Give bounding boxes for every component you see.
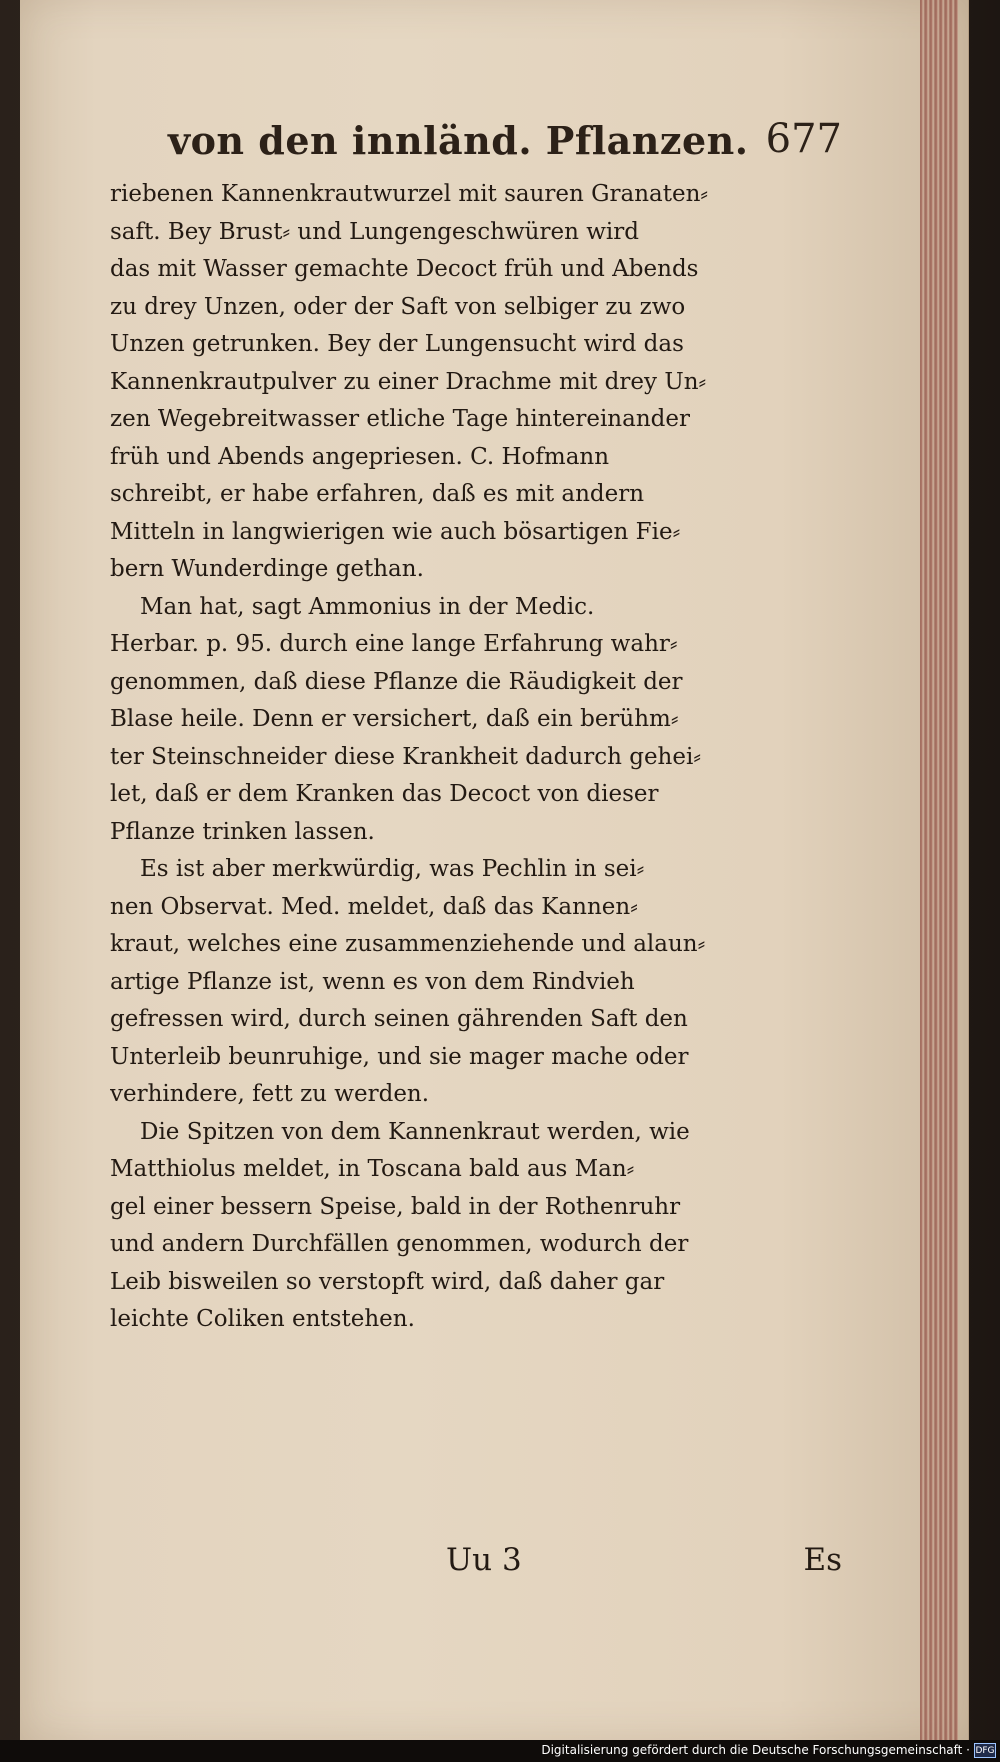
main-text <box>110 176 822 1556</box>
page-footer <box>20 1542 968 1590</box>
text-line: Kannenkrautpulver zu einer Drachme mit drey Un⸗ <box>110 368 707 395</box>
text-line: saft. Bey Brust⸗ und Lungengeschwüren wird <box>110 218 639 245</box>
text-line: Herbar. p. 95. durch eine lange Erfahrung wahr⸗ <box>110 631 678 657</box>
text-line: zen Wegebreitwasser etliche Tage hintereinander <box>110 406 690 432</box>
dfg-logo: DFG <box>974 1743 996 1758</box>
text-line: kraut, welches eine zusammenziehende und alaun⸗ <box>110 931 706 957</box>
text-line: das mit Wasser gemachte Decoct früh und Abends <box>110 256 699 282</box>
digitization-credit-bar <box>0 1740 1000 1762</box>
text-line: Unterleib beunruhige, und sie mager mache oder <box>110 1043 689 1070</box>
text-line: verhindere, fett zu werden. <box>110 1081 430 1107</box>
text-line: genommen, daß diese Pflanze die Räudigkeit der <box>110 668 683 695</box>
text-line: zu drey Unzen, oder der Saft von selbiger zu zwo <box>110 293 686 320</box>
text-line: Man hat, sagt Ammonius in der Medic. <box>140 593 595 620</box>
text-line: schreibt, er habe erfahren, daß es mit andern <box>110 481 645 507</box>
signature-mark: Uu 3 <box>446 1542 522 1578</box>
text-line: Blase heile. Denn er versichert, daß ein berühm⸗ <box>110 706 679 732</box>
book-page <box>20 0 969 1740</box>
text-line: Die Spitzen von dem Kannenkraut werden, wie <box>140 1118 690 1145</box>
text-line: gel einer bessern Speise, bald in der Rothenruhr <box>110 1193 681 1220</box>
text-line: gefressen wird, durch seinen gährenden Saft den <box>110 1006 688 1032</box>
text-line: Unzen getrunken. Bey der Lungensucht wird das <box>110 331 684 357</box>
text-line: Pflanze trinken lassen. <box>110 818 375 845</box>
text-line: let, daß er dem Kranken das Decoct von dieser <box>110 781 659 807</box>
page-fore-edge <box>920 0 958 1740</box>
text-line: nen Observat. Med. meldet, daß das Kannen⸗ <box>110 893 638 920</box>
text-line: Matthiolus meldet, in Toscana bald aus Man⸗ <box>110 1156 635 1182</box>
catchword: Es <box>803 1542 842 1578</box>
page-header <box>20 118 968 164</box>
page-number: 677 <box>765 116 842 162</box>
text-line: ter Steinschneider diese Krankheit dadurch gehei⸗ <box>110 743 701 770</box>
text-line: und andern Durchfällen genommen, wodurch der <box>110 1231 689 1257</box>
text-line: früh und Abends angepriesen. C. Hofmann <box>110 443 610 470</box>
text-line: bern Wunderdinge gethan. <box>110 556 424 582</box>
running-head: von den innländ. Pflanzen. <box>168 118 749 163</box>
text-line: Mitteln in langwierigen wie auch bösartigen Fie⸗ <box>110 518 681 545</box>
text-line: riebenen Kannenkrautwurzel mit sauren Granaten⸗ <box>110 181 709 207</box>
text-line: artige Pflanze ist, wenn es von dem Rindvieh <box>110 968 635 995</box>
text-line: leichte Coliken entstehen. <box>110 1306 415 1332</box>
text-line: Leib bisweilen so verstopft wird, daß daher gar <box>110 1268 665 1295</box>
credit-text: Digitalisierung gefördert durch die Deutsche Forschungsgemeinschaft · <box>541 1743 970 1757</box>
text-line: Es ist aber merkwürdig, was Pechlin in sei⸗ <box>140 856 645 882</box>
